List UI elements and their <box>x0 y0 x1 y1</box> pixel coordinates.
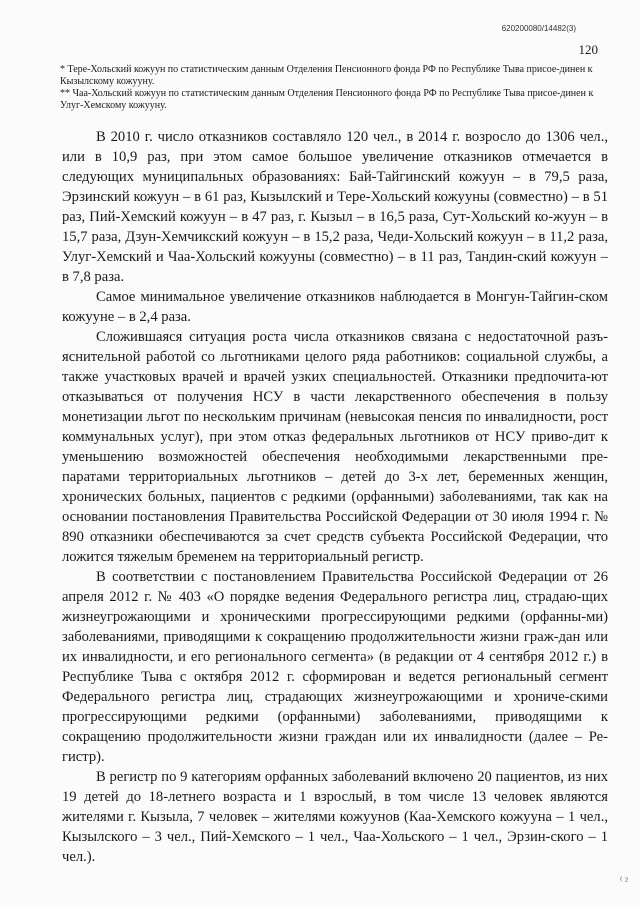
paragraph-4: В соответствии с постановлением Правительства Российской Федерации от 26 апреля 2012 г. № 403 «О порядке ведения Федерального регистра лиц, страдаю-щих жизнеугрожающими и хроническими прогрессирующими редкими (орфанны-ми) заболеваниями, приводящими к сокращению продолжительности жизни граж-дан или их инвалидности, и его регионального сегмента» (в редакции от 4 сентября 2012 г.) в Республике Тыва с октября 2012 г. сформирован и ведется региональный сегмент Федерального регистра лиц, страдающих жизнеугрожающими и хрониче-скими прогрессирующими редкими (орфанными) заболеваниями, приводящими к сокращению продолжительности жизни граждан или их инвалидности (далее – Ре-гистр). <box>62 569 608 765</box>
page-number: 120 <box>578 42 598 57</box>
paragraph-5: В регистр по 9 категориям орфанных заболеваний включено 20 пациентов, из них 19 детей до 18-летнего возраста и 1 взрослый, в том числе 13 человек являются жителями г. Кызыла, 7 человек – жителями кожуунов (Каа-Хемского кожууна – 1 чел., Кызылского – 3 чел., Пий-Хемского – 1 чел., Чаа-Хольского – 1 чел., Эрзин-ского – 1 чел.). <box>62 769 608 865</box>
footnote-2: ** Чаа-Хольский кожуун по статистическим данным Отделения Пенсионного фонда РФ по Республике Тыва присое-динен к Улуг-Хемскому кожууну. <box>60 88 594 111</box>
corner-mark: ⁽ ² <box>620 876 628 887</box>
paragraph-3: Сложившаяся ситуация роста числа отказников связана с недостаточной разъ-яснительной работой со льготниками целого ряда работников: социальной службы, а также участковых врачей и врачей узких специальностей. Отказники предпочита-ют отказываться от получения НСУ в части лекарственного обеспечения в пользу монетизации льгот по нескольким причинам (невысокая пенсия по инвалидности, рост коммунальных услуг), при этом отказ федеральных льготников от НСУ приво-дит к уменьшению возможностей обеспечения необходимыми лекарственными пре-паратами территориальных льготников – детей до 3-х лет, беременных женщин, хронических больных, пациентов с редкими (орфанными) заболеваниями, так как на основании постановления Правительства Российской Федерации от 30 июля 1994 г. № 890 отказники обеспечиваются за счет средств субъекта Российской Федерации, что ложится тяжелым бременем на территориальный регистр. <box>62 329 608 565</box>
paragraph-2: Самое минимальное увеличение отказников наблюдается в Монгун-Тайгин-ском кожууне – в 2,4 раза. <box>62 289 608 325</box>
document-number: 620200080/14482(3) <box>501 24 576 33</box>
paragraph-1: В 2010 г. число отказников составляло 120 чел., в 2014 г. возросло до 1306 чел., или в 10,9 раз, при этом самое большое увеличение отказников отмечается в следующих муниципальных образованиях: Бай-Тайгинский кожуун – в 79,5 раза, Эрзинский кожуун – в 61 раз, Кызылский и Тере-Хольский кожууны (совместно) – в 51 раз, Пий-Хемский кожуун – в 47 раз, г. Кызыл – в 16,5 раза, Сут-Хольский ко-жуун – в 15,7 раза, Дзун-Хемчикский кожуун – в 15,2 раза, Чеди-Хольский кожуун – в 11,2 раза, Улуг-Хемский и Чаа-Хольский кожууны (совместно) – в 11 раз, Тандин-ский кожуун – в 7,8 раза. <box>62 129 608 285</box>
footnote-1: * Тере-Хольский кожуун по статистическим данным Отделения Пенсионного фонда РФ по Республике Тыва присое-динен к Кызылскому кожууну. <box>60 64 593 87</box>
footnotes <box>60 64 600 112</box>
main-text <box>62 127 608 867</box>
